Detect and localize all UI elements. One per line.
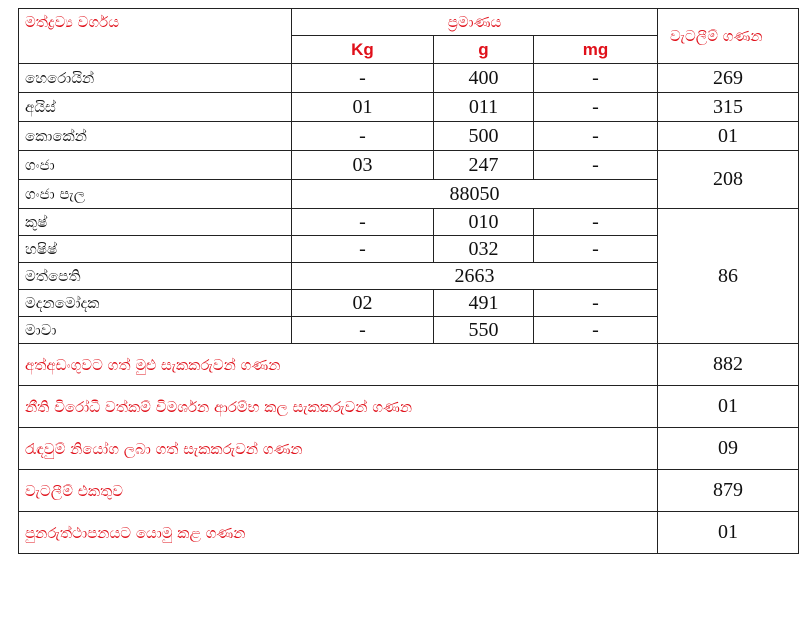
summary-label: නීති විරෝධී වත්කම් විමර්ශන ආරම්භ කල සැකකරුවන් ගණන [19, 386, 658, 428]
drug-name: මාවා [19, 317, 292, 344]
mg-value: - [534, 64, 658, 93]
drug-name: හෂිෂ් [19, 236, 292, 263]
summary-value: 879 [658, 470, 799, 512]
unit-kg: Kg [292, 36, 434, 64]
summary-label: වැටලීම් එකතුව [19, 470, 658, 512]
unit-g: g [434, 36, 534, 64]
kg-value: 03 [292, 151, 434, 180]
table-row [19, 64, 799, 93]
summary-label: රැඳවුම් නියෝග ලබා ගත් සැකකරුවන් ගණන [19, 428, 658, 470]
g-value: 010 [434, 209, 534, 236]
drug-name: අයිස් [19, 93, 292, 122]
summary-value: 01 [658, 512, 799, 554]
g-value: 400 [434, 64, 534, 93]
summary-row [19, 386, 799, 428]
mg-value: - [534, 236, 658, 263]
mg-value: - [534, 151, 658, 180]
kg-value: - [292, 122, 434, 151]
g-value: 550 [434, 317, 534, 344]
table-row [19, 122, 799, 151]
mg-value: - [534, 317, 658, 344]
drug-name: කොකේන් [19, 122, 292, 151]
table-row [19, 151, 799, 180]
summary-value: 09 [658, 428, 799, 470]
g-value: 011 [434, 93, 534, 122]
mg-value: - [534, 209, 658, 236]
summary-label: පුනරුත්ථාපනයට යොමු කළ ගණන [19, 512, 658, 554]
kg-value: 01 [292, 93, 434, 122]
raids-value: 315 [658, 93, 799, 122]
drug-statistics-table [18, 8, 799, 554]
summary-row [19, 344, 799, 386]
table-row [19, 93, 799, 122]
ganja-group-raids: 208 [658, 151, 799, 209]
unit-mg: mg [534, 36, 658, 64]
header-drug-type: මත්ද්‍රව්‍ය වර්ගය [19, 9, 292, 64]
summary-value: 01 [658, 386, 799, 428]
count-value: 2663 [292, 263, 658, 290]
raids-value: 01 [658, 122, 799, 151]
drug-name: ගංජා පැල [19, 180, 292, 209]
mg-value: - [534, 290, 658, 317]
summary-row [19, 512, 799, 554]
count-value: 88050 [292, 180, 658, 209]
header-raids: වැටලීම් ගණන [658, 9, 799, 64]
g-value: 032 [434, 236, 534, 263]
header-quantity: ප්‍රමාණය [292, 9, 658, 36]
drug-name: හෙරොයින් [19, 64, 292, 93]
summary-row [19, 470, 799, 512]
kg-value: - [292, 236, 434, 263]
g-value: 247 [434, 151, 534, 180]
kg-value: - [292, 317, 434, 344]
g-value: 491 [434, 290, 534, 317]
drug-name: කුෂ් [19, 209, 292, 236]
mg-value: - [534, 93, 658, 122]
summary-value: 882 [658, 344, 799, 386]
g-value: 500 [434, 122, 534, 151]
drug-name: ගංජා [19, 151, 292, 180]
kg-value: - [292, 64, 434, 93]
header-row [19, 9, 799, 36]
kg-value: - [292, 209, 434, 236]
other-group-raids: 86 [658, 209, 799, 344]
summary-row [19, 428, 799, 470]
table-row [19, 209, 799, 236]
kg-value: 02 [292, 290, 434, 317]
raids-value: 269 [658, 64, 799, 93]
mg-value: - [534, 122, 658, 151]
summary-label: අත්අඩංගුවට ගත් මුළු සැකකරුවන් ගණන [19, 344, 658, 386]
drug-name: මදනමෝදක [19, 290, 292, 317]
drug-name: මත්පෙති [19, 263, 292, 290]
